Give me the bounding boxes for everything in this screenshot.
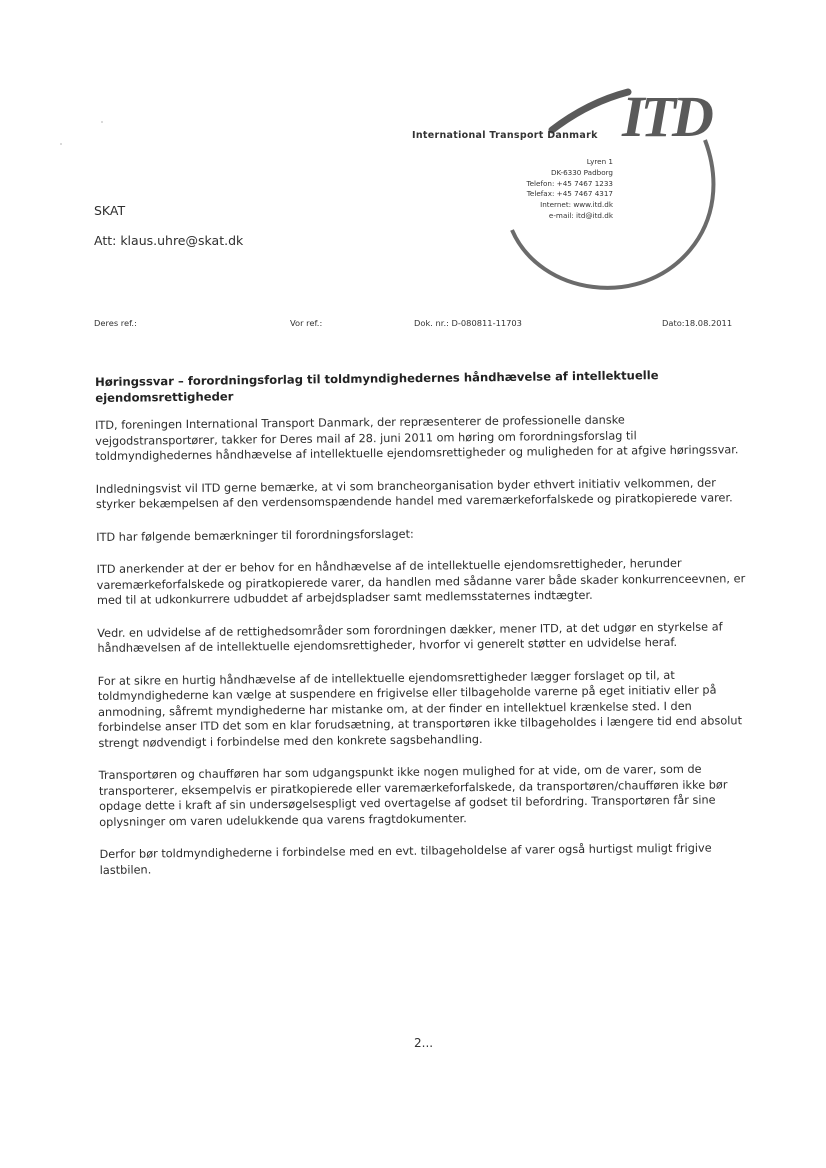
company-name: International Transport Danmark [412,130,598,141]
subject-heading: Høringssvar – forordningsforlag til toldmyndighedernes håndhævelse af intellektuelle ejendomsrettigheder [95,368,659,405]
letter-body [95,411,760,895]
page-continuation: 2... [414,1036,434,1050]
logo-swoosh [552,92,628,130]
paragraph: Derfor bør toldmyndighederne i forbindelse med en evt. tilbageholdelse af varer også hurtigst muligt frigive lastbilen. [99,841,712,877]
paragraph: Vedr. en udvidelse af de rettighedsområder som forordningen dækker, mener ITD, at det udgør en styrkelse af håndhævelsen af de intellektuelle ejendomsrettigheder, hvorfor vi generelt støtter en udvidelse heraf. [97,619,723,655]
document-number: Dok. nr.: D-080811-11703 [414,318,522,328]
email-line: e-mail: itd@itd.dk [548,210,613,220]
logo-text: ITD [622,84,710,149]
internet-line: Internet: www.itd.dk [540,200,613,210]
recipient-name: SKAT [94,203,126,218]
fax-line: Telefax: +45 7467 4317 [526,189,613,199]
paragraph: Indledningsvist vil ITD gerne bemærke, at vi som brancheorganisation byder ethvert initiativ velkommen, der styrker bekæmpelsen af den verdensomspændende handel med varemærkeforfalskede og piratkopierede varer. [95,476,733,511]
paragraph: Transportøren og chaufføren har som udgangspunkt ikke nogen mulighed for at vide, om de varer, som de transporterer, eksempelvis er piratkopierede eller varemærkeforfalskede, da transportøren/chaufføren ikke bør opdage dette i kraft af sin undersøgelsespligt ved overtagelse af godset til befordring. Transportøren får sine oplysninger om varen udelukkende qua varens fragtdokumenter. [98,762,728,829]
recipient-att: Att: klaus.uhre@skat.dk [94,233,244,248]
document-date: Dato:18.08.2011 [662,318,733,328]
paragraph: For at sikre en hurtig håndhævelse af de intellektuelle ejendomsrettigheder lægger forslaget op til, at toldmyndighederne kan vælge at suspendere en frigivelse eller tilbageholde varerne på eget initiativ eller på anmodning, såfremt myndighederne har mistanke om, at der finder en intellektuel krænkelse sted. I den forbindelse anser ITD det som en klar forudsætning, at transportøren ikke tilbageholdes i længere tid end absolut strengt nødvendigt i forbindelse med den konkrete sagsbehandling. [97,668,743,750]
paragraph: ITD anerkender at der er behov for en håndhævelse af de intellektuelle ejendomsrettigheder, herunder varemærkeforfalskede og piratkopierede varer, da handlen med sådanne varer både skader konkurrenceevnen, er med til at udkonkurrere udbuddet af arbejdspladser samt medlemsstaternes indtægter. [96,556,746,607]
paragraph: ITD, foreningen International Transport Danmark, der repræsenterer de professionelle danske vejgodstransportører, takker for Deres mail af 28. juni 2011 om høring om forordningsforslag til toldmyndighedernes håndhævelse af intellektuelle ejendomsrettigheder og muligheden for at afgive høringssvar. [95,413,739,463]
deres-ref: Deres ref.: [94,318,137,328]
scan-speck [60,143,62,145]
vor-ref: Vor ref.: [290,318,323,328]
scan-speck [101,121,103,123]
address-line: Lyren 1 [586,157,613,166]
company-address [526,157,613,222]
paragraph: ITD har følgende bemærkninger til forordningsforslaget: [96,527,414,544]
address-line: DK-6330 Padborg [551,167,613,177]
phone-line: Telefon: +45 7467 1233 [526,178,613,188]
